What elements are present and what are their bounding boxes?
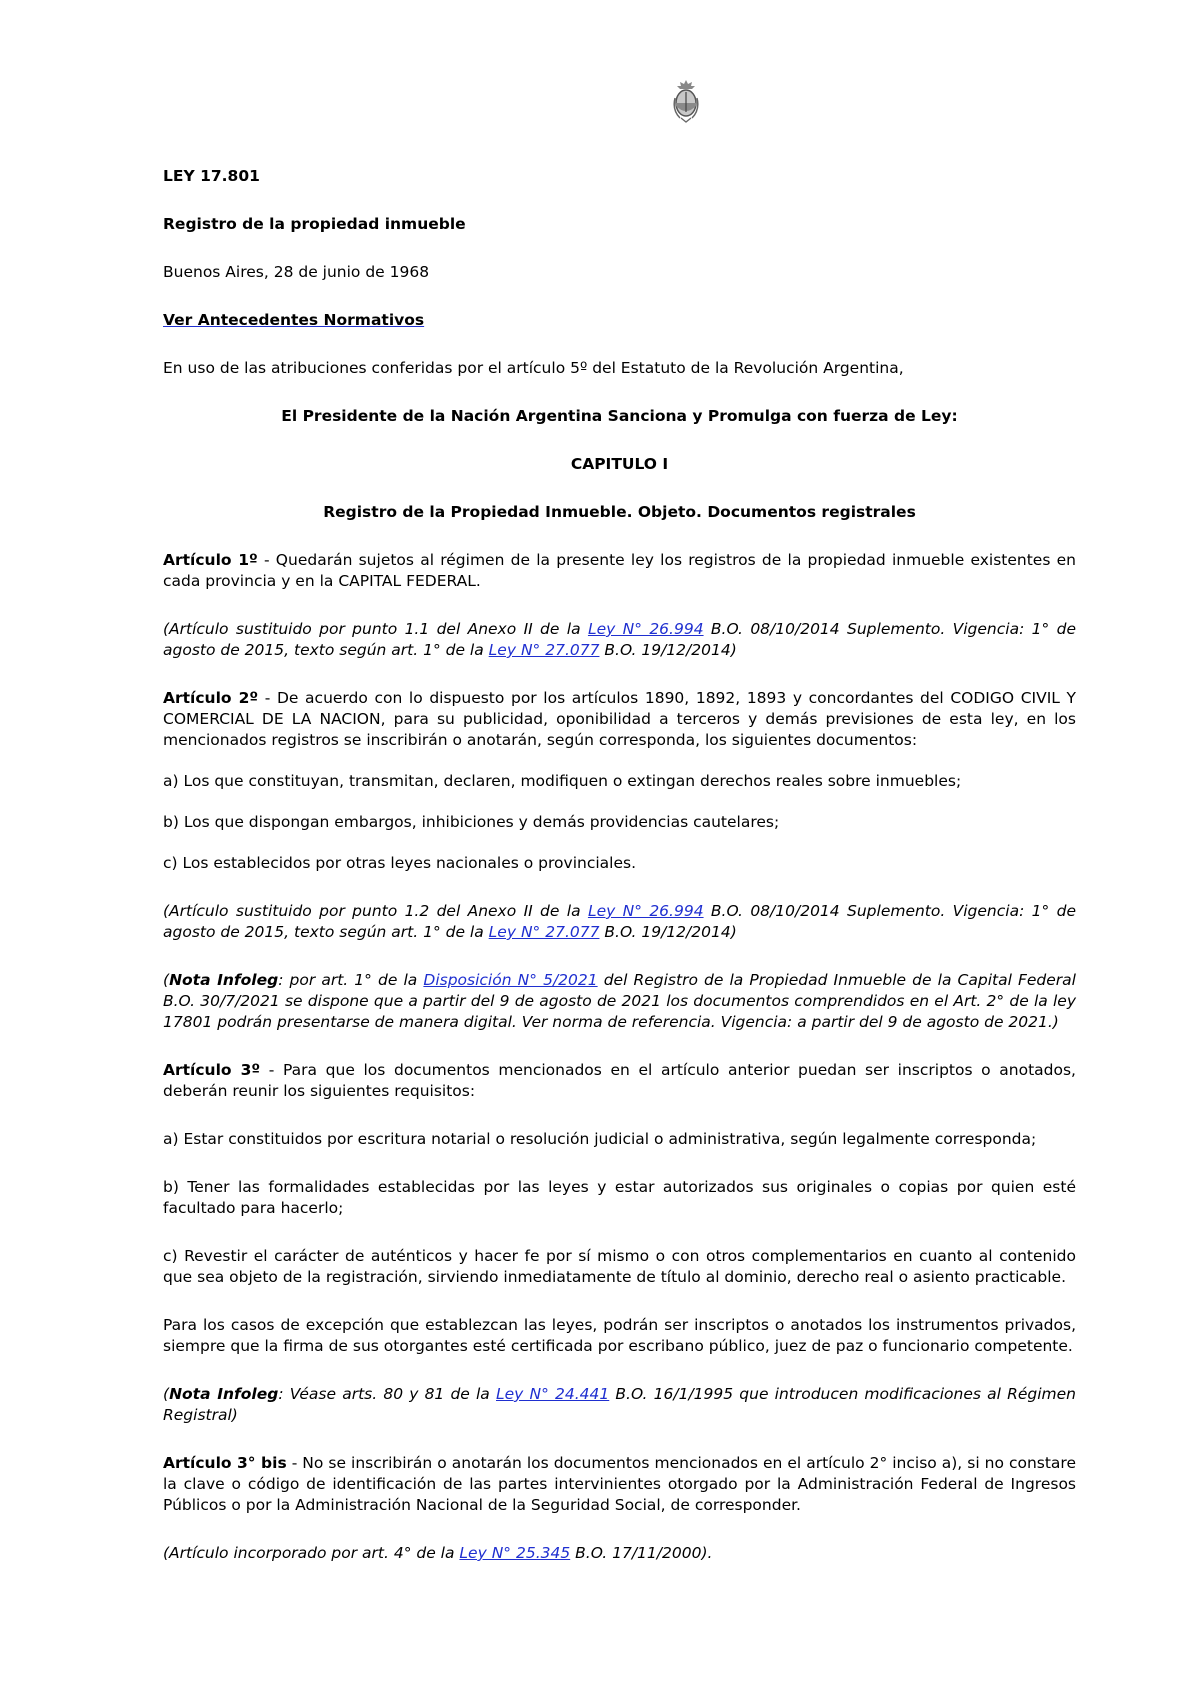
article-3-infoleg-note: (Nota Infoleg: Véase arts. 80 y 81 de la Ley N° 24.441 B.O. 16/1/1995 que introducen modificaciones al Régimen Registral) <box>163 1385 1076 1424</box>
law-25345-link[interactable]: Ley N° 25.345 <box>459 1544 571 1562</box>
article-3-item-b: b) Tener las formalidades establecidas por las leyes y estar autorizados sus originales o copias por quien esté facultado para hacerlo; <box>163 1178 1076 1217</box>
law-number: LEY 17.801 <box>163 167 260 185</box>
law-27077-link[interactable]: Ley N° 27.077 <box>488 923 600 941</box>
article-3-bis: Artículo 3° bis - No se inscribirán o anotarán los documentos mencionados en el artículo 2° inciso a), si no constare la clave o código de identificación de las partes intervinientes otorgado por la Administración Federal de Ingresos Públicos o por la Administración Nacional de la Seguridad Social, de corresponder. <box>163 1454 1076 1514</box>
article-3: Artículo 3º - Para que los documentos mencionados en el artículo anterior puedan ser inscriptos o anotados, deberán reunir los siguientes requisitos: <box>163 1061 1076 1100</box>
article-2-note: (Artículo sustituido por punto 1.2 del Anexo II de la Ley N° 26.994 B.O. 08/10/2014 Suplemento. Vigencia: 1° de agosto de 2015, texto según art. 1° de la Ley N° 27.077 B.O. 19/12/2014) <box>163 902 1076 941</box>
article-2-item-c: c) Los establecidos por otras leyes nacionales o provinciales. <box>163 854 637 872</box>
antecedentes-link[interactable]: Ver Antecedentes Normativos <box>163 311 425 329</box>
place-date: Buenos Aires, 28 de junio de 1968 <box>163 263 430 281</box>
law-27077-link[interactable]: Ley N° 27.077 <box>488 641 600 659</box>
article-3-bis-label: Artículo 3° bis <box>163 1454 287 1472</box>
article-1-label: Artículo 1º <box>163 551 258 569</box>
preamble: En uso de las atribuciones conferidas por el artículo 5º del Estatuto de la Revolución Argentina, <box>163 359 904 377</box>
law-26994-link[interactable]: Ley N° 26.994 <box>587 902 704 920</box>
article-1-note: (Artículo sustituido por punto 1.1 del Anexo II de la Ley N° 26.994 B.O. 08/10/2014 Suplemento. Vigencia: 1° de agosto de 2015, texto según art. 1° de la Ley N° 27.077 B.O. 19/12/2014) <box>163 620 1076 659</box>
disposicion-5-2021-link[interactable]: Disposición N° 5/2021 <box>423 971 598 989</box>
article-2-infoleg-note: (Nota Infoleg: por art. 1° de la Disposición N° 5/2021 del Registro de la Propiedad Inmueble de la Capital Federal B.O. 30/7/2021 se dispone que a partir del 9 de agosto de 2021 los documentos comprendidos en el Art. 2° de la ley 17801 podrán presentarse de manera digital. Ver norma de referencia. Vigencia: a partir del 9 de agosto de 2021.) <box>163 971 1076 1031</box>
article-2-item-a: a) Los que constituyan, transmitan, declaren, modifiquen o extingan derechos reales sobre inmuebles; <box>163 772 962 790</box>
article-3-item-c: c) Revestir el carácter de auténticos y hacer fe por sí mismo o con otros complementarios en cuanto al contenido que sea objeto de la registración, sirviendo inmediatamente de título al dominio, derecho real o asiento practicable. <box>163 1247 1076 1286</box>
article-2: Artículo 2º - De acuerdo con lo dispuesto por los artículos 1890, 1892, 1893 y concordantes del CODIGO CIVIL Y COMERCIAL DE LA NACION, para su publicidad, oponibilidad a terceros y demás previsiones de esta ley, en los mencionados registros se inscribirán o anotarán, según corresponda, los siguientes documentos: <box>163 689 1076 749</box>
law-24441-link[interactable]: Ley N° 24.441 <box>495 1385 610 1403</box>
article-3-paragraph: Para los casos de excepción que establezcan las leyes, podrán ser inscriptos o anotados los instrumentos privados, siempre que la firma de sus otorgantes esté certificada por escribano público, juez de paz o funcionario competente. <box>163 1316 1076 1355</box>
argentina-coat-of-arms-icon <box>672 78 700 124</box>
article-1: Artículo 1º - Quedarán sujetos al régimen de la presente ley los registros de la propiedad inmueble existentes en cada provincia y en la CAPITAL FEDERAL. <box>163 551 1076 590</box>
article-2-item-b: b) Los que dispongan embargos, inhibiciones y demás providencias cautelares; <box>163 813 780 831</box>
article-3-label: Artículo 3º <box>163 1061 261 1079</box>
sanciona-line: El Presidente de la Nación Argentina Sanciona y Promulga con fuerza de Ley: <box>281 407 958 425</box>
law-26994-link[interactable]: Ley N° 26.994 <box>587 620 704 638</box>
antecedentes-paragraph <box>163 310 1076 331</box>
article-3-bis-note: (Artículo incorporado por art. 4° de la Ley N° 25.345 B.O. 17/11/2000). <box>163 1544 713 1562</box>
chapter-heading: CAPITULO I <box>570 455 669 473</box>
chapter-title: Registro de la Propiedad Inmueble. Objeto. Documentos registrales <box>323 503 916 521</box>
law-title: Registro de la propiedad inmueble <box>163 215 466 233</box>
law-text <box>163 166 1076 1591</box>
article-2-label: Artículo 2º <box>163 689 259 707</box>
article-3-item-a: a) Estar constituidos por escritura notarial o resolución judicial o administrativa, según legalmente corresponda; <box>163 1130 1037 1148</box>
